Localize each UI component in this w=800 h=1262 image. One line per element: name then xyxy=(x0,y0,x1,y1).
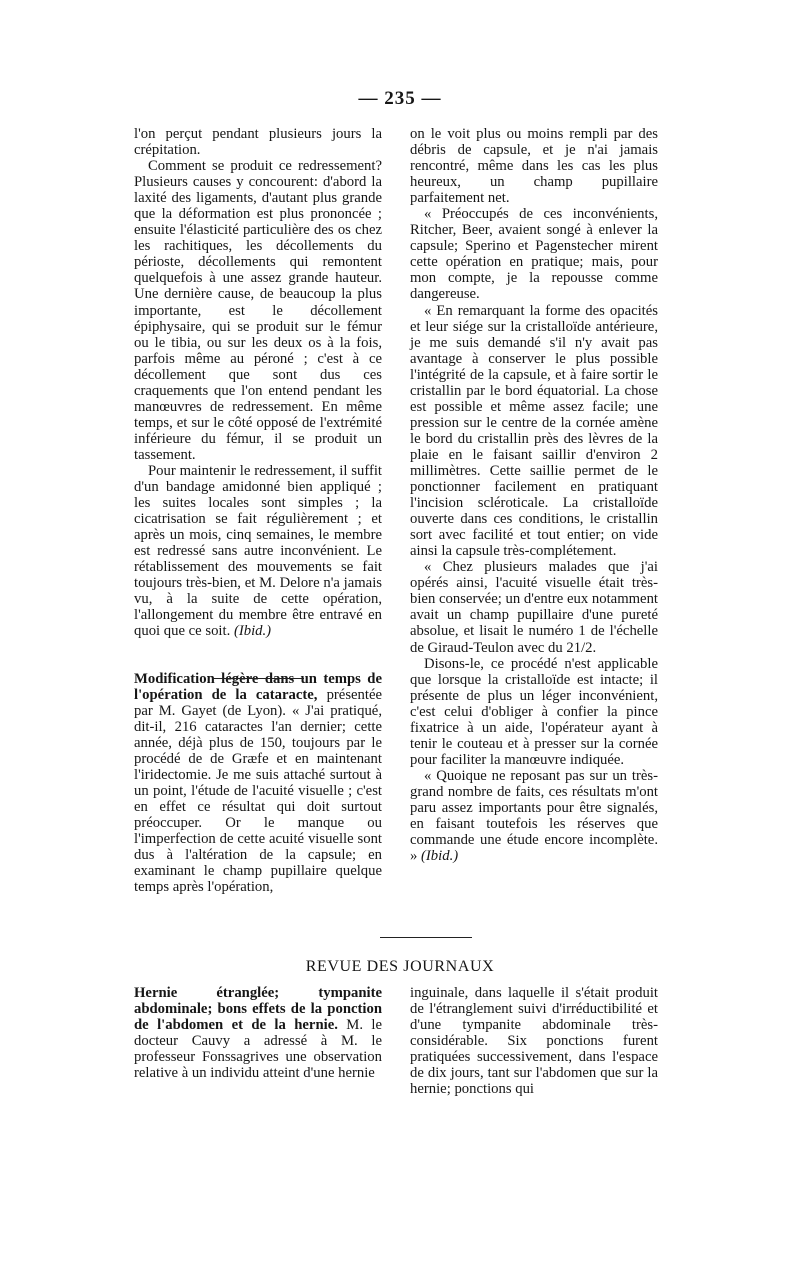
paragraph xyxy=(410,768,658,864)
citation: (Ibid.) xyxy=(233,623,272,640)
paragraph: « Chez plusieurs malades que j'ai opérés ainsi, l'acuité visuelle était très-bien conservée; un d'entre eux notamment avait un champ pupillaire d'une pureté absolue, et lisait le numéro 1 de l'échelle de Giraud-Teulon avec du 21/2. xyxy=(410,559,658,656)
paragraph: l'on perçut pendant plusieurs jours la crépitation. xyxy=(134,126,382,159)
article-title: Modification légère dans un temps de l'opération de la cataracte, xyxy=(134,670,382,703)
section-heading: REVUE DES JOURNAUX xyxy=(305,958,495,975)
column-top-right xyxy=(410,126,658,864)
citation: (Ibid.) xyxy=(421,848,459,865)
paragraph-text: Pour maintenir le redressement, il suffit d'un bandage amidonné bien appliqué ; les suites locales sont simples ; la cicatrisation se fait régulièrement ; et après un mois, cinq semaines, le membre est redressé sans autre inconvénient. Le rétablissement des mouvements se fait toujours très-bien, et M. Delore n'a jamais vu, à la suite de cette opération, l'allongement du membre être entravé en quoi que ce soit. xyxy=(134,462,382,640)
article-paragraph xyxy=(134,985,382,1081)
paragraph: « En remarquant la forme des opacités et leur siége sur la cristalloïde antérieure, je me suis demandé s'il n'y avait pas avantage à conserver le plus possible l'intégrité de la capsule, et à faire sortir le cristallin par le bord équatorial. La chose est possible et même assez facile; une pression sur le centre de la cornée amène le bord du cristallin près des lèvres de la plaie en le faisant saillir d'environ 2 millimètres. Cette saillie permet de le ponctionner facilement en pratiquant l'incision scléroticale. La cristalloïde ouverte dans ces conditions, le cristallin sort avec facilité et tout entier; on vide ainsi la capsule très-complétement. xyxy=(410,302,658,560)
paragraph-text: « Quoique ne reposant pas sur un très-grand nombre de faits, ces résultats m'ont paru assez importants pour être signalés, en faisant toutefois les réserves que commande une étude encore incomplète. » xyxy=(410,767,658,865)
column-bottom-left xyxy=(134,985,382,1081)
separator-rule xyxy=(212,678,304,679)
paragraph: Disons-le, ce procédé n'est applicable que lorsque la cristalloïde est intacte; il présente de plus un léger inconvénient, c'est celui d'obliger à confier la pince fixatrice à un aide, l'opérateur ayant à tenir le couteau et à presser sur la cornée pour faciliter la manœuvre indiquée. xyxy=(410,655,658,768)
paragraph: Comment se produit ce redressement? Plusieurs causes y concourent: d'abord la laxité des ligaments, d'autant plus grande que la déformation est plus prononcée ; ensuite l'élasticité particulière des os chez les rachitiques, les décollements du périoste, décollements qui remontent quelquefois à une assez grande hauteur. Une dernière cause, de beaucoup la plus importante, est le décollement épiphysaire, qui se produit sur le fémur ou le tibia, ou sur les deux os à la fois, parfois même au péroné ; c'est à ce décollement que sont dus ces craquements que l'on entend pendant les manœuvres de redressement. En même temps, et sur le côté opposé de l'extrémité inférieure du fémur, il se produit un tassement. xyxy=(134,158,382,463)
paragraph: « Préoccupés de ces inconvénients, Ritcher, Beer, avaient songé à enlever la capsule; Sperino et Pagenstecher mirent cette opération en pratique; mais, pour mon compte, je la repousse comme dangereuse. xyxy=(410,206,658,303)
paragraph: inguinale, dans laquelle il s'était produit de l'étranglement suivi d'irréductibilité et d'une tympanite abdominale très-considérable. Six ponctions furent pratiquées successivement, dans l'espace de dix jours, tant sur l'abdomen que sur la hernie; ponctions qui xyxy=(410,985,658,1098)
spacer xyxy=(134,640,382,671)
column-bottom-right xyxy=(410,985,658,1097)
paragraph xyxy=(134,463,382,640)
article-text: M. le docteur Cauvy a adressé à M. le professeur Fonssagrives une observation relative à un individu atteint d'une hernie xyxy=(134,1017,382,1082)
article-paragraph xyxy=(134,671,382,896)
page-number: — 235 — xyxy=(358,88,442,109)
paragraph: on le voit plus ou moins rempli par des débris de capsule, et je n'ai jamais rencontré, même dans les cas les plus heureux, un champ pupillaire parfaitement net. xyxy=(410,126,658,207)
article-title: Hernie étranglée; tympanite abdominale; bons effets de la ponction de l'abdomen et de la hernie. xyxy=(134,985,382,1034)
article-text: présentée par M. Gayet (de Lyon). « J'ai pratiqué, dit-il, 216 cataractes l'an dernier; cette année, déjà plus de 150, toujours par le procédé de de Græfe et en maintenant l'iridectomie. Je me suis attaché surtout à un point, l'étude de l'acuité visuelle ; c'est en effet ce résultat qui doit surtout préoccuper. Or le manque ou l'imperfection de cette acuité visuelle sont dus à l'altération de la capsule; en examinant le champ pupillaire quelque temps après l'opération, xyxy=(134,686,383,896)
section-rule xyxy=(380,937,472,938)
column-top-left xyxy=(134,126,382,895)
